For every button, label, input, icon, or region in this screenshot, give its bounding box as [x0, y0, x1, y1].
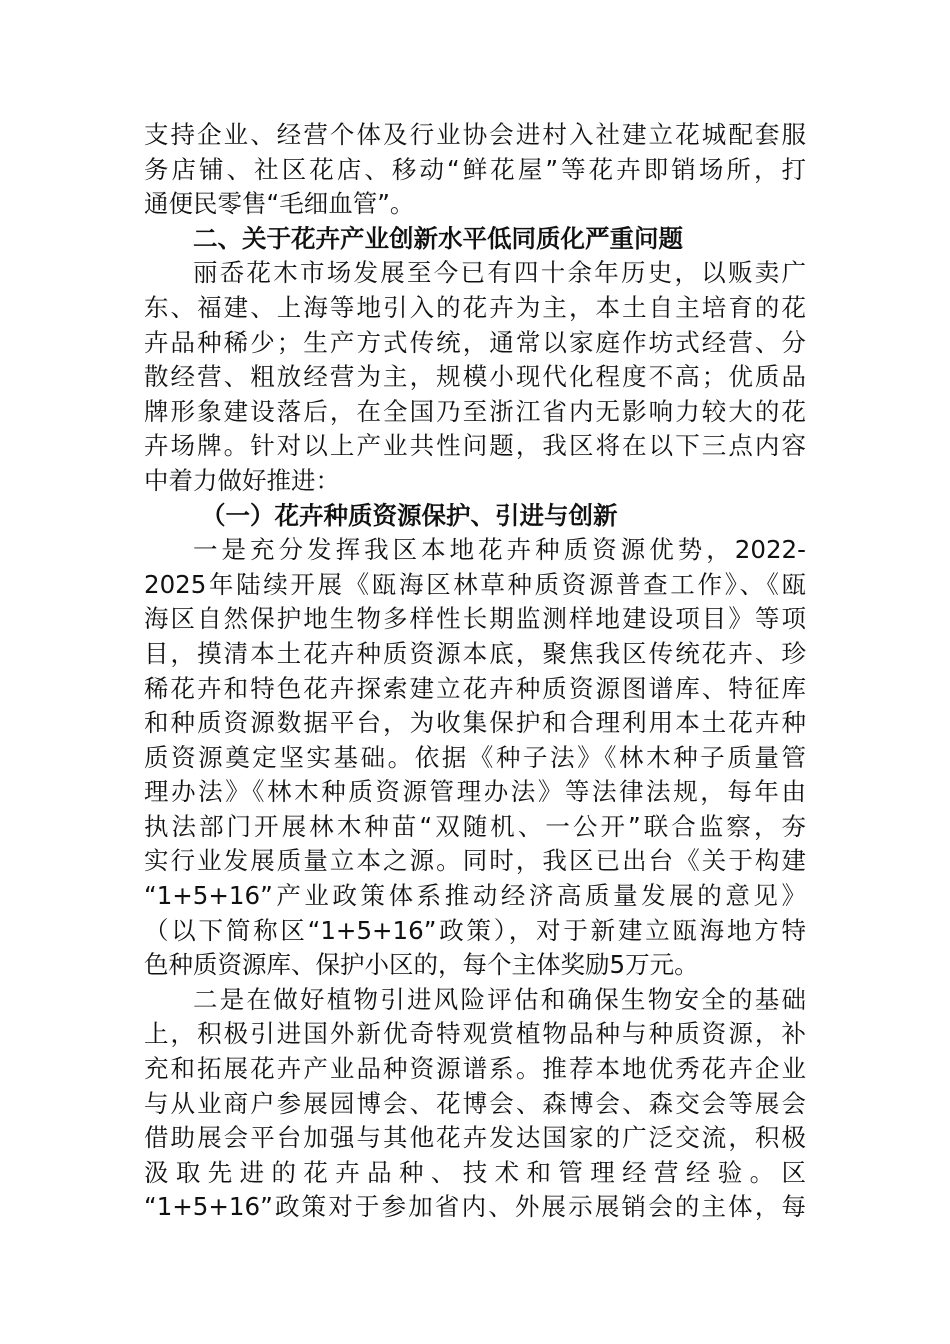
paragraph-line: 中着力做好推进： [144, 465, 340, 495]
paragraph-line: “1+5+16”产业政策体系推动经济高质量发展的意见》 [144, 881, 806, 911]
paragraph-line: 二是在做好植物引进风险评估和确保生物安全的基础 [193, 984, 806, 1014]
paragraph-line: 海区自然保护地生物多样性长期监测样地建设项目》等项 [144, 604, 806, 634]
paragraph-line: 理办法》《林木种质资源管理办法》等法律法规，每年由 [144, 777, 806, 807]
paragraph-line: 质资源奠定坚实基础。依据《种子法》《林木种子质量管 [144, 742, 806, 772]
paragraph-line: 支持企业、经营个体及行业协会进村入社建立花城配套服 [144, 120, 806, 149]
document-body [144, 118, 806, 1225]
paragraph-line: 充和拓展花卉产业品种资源谱系。推荐本地优秀花卉企业 [144, 1054, 806, 1084]
paragraph-line: 借助展会平台加强与其他花卉发达国家的广泛交流，积极 [144, 1123, 806, 1153]
paragraph-line: 牌形象建设落后，在全国乃至浙江省内无影响力较大的花 [144, 396, 806, 426]
paragraph-line: 上，积极引进国外新优奇特观赏植物品种与种质资源，补 [144, 1019, 806, 1049]
paragraph-line: 一是充分发挥我区本地花卉种质资源优势，2022- [193, 535, 806, 565]
paragraph-line: “1+5+16”政策对于参加省内、外展示展销会的主体，每 [144, 1192, 806, 1222]
paragraph-line: 执法部门开展林木种苗“双随机、一公开”联合监察，夯 [144, 811, 806, 841]
paragraph-line: 东、福建、上海等地引入的花卉为主，本土自主培育的花 [144, 292, 806, 322]
paragraph-line: 汲取先进的花卉品种、技术和管理经营经验。区 [144, 1157, 806, 1187]
paragraph-line: 卉品种稀少；生产方式传统，通常以家庭作坊式经营、分 [144, 327, 806, 357]
paragraph-line: 实行业发展质量立本之源。同时，我区已出台《关于构建 [144, 846, 806, 876]
paragraph-line: 务店铺、社区花店、移动“鲜花屋”等花卉即销场所，打 [144, 154, 806, 184]
paragraph-line: 散经营、粗放经营为主，规模小现代化程度不高；优质品 [144, 362, 806, 392]
paragraph-line: 通便民零售“毛细血管”。 [144, 189, 415, 219]
section-heading: 二、关于花卉产业创新水平低同质化严重问题 [193, 223, 683, 253]
paragraph-line: 卉场牌。针对以上产业共性问题，我区将在以下三点内容 [144, 431, 806, 461]
paragraph-line: 和种质资源数据平台，为收集保护和合理利用本土花卉种 [144, 708, 806, 738]
paragraph-line: （以下简称区“1+5+16”政策），对于新建立瓯海地方特 [144, 915, 806, 945]
paragraph-line: 2025年陆续开展《瓯海区林草种质资源普查工作》、《瓯 [144, 569, 806, 599]
paragraph-line: 丽岙花木市场发展至今已有四十余年历史，以贩卖广 [193, 258, 806, 288]
paragraph-line: 与从业商户参展园博会、花博会、森博会、森交会等展会 [144, 1088, 806, 1118]
subsection-heading: （一）花卉种质资源保护、引进与创新 [201, 500, 618, 530]
paragraph-line: 目，摸清本土花卉种质资源本底，聚焦我区传统花卉、珍 [144, 638, 806, 668]
paragraph-line: 稀花卉和特色花卉探索建立花卉种质资源图谱库、特征库 [144, 673, 806, 703]
paragraph-line: 色种质资源库、保护小区的，每个主体奖励5万元。 [144, 950, 699, 980]
